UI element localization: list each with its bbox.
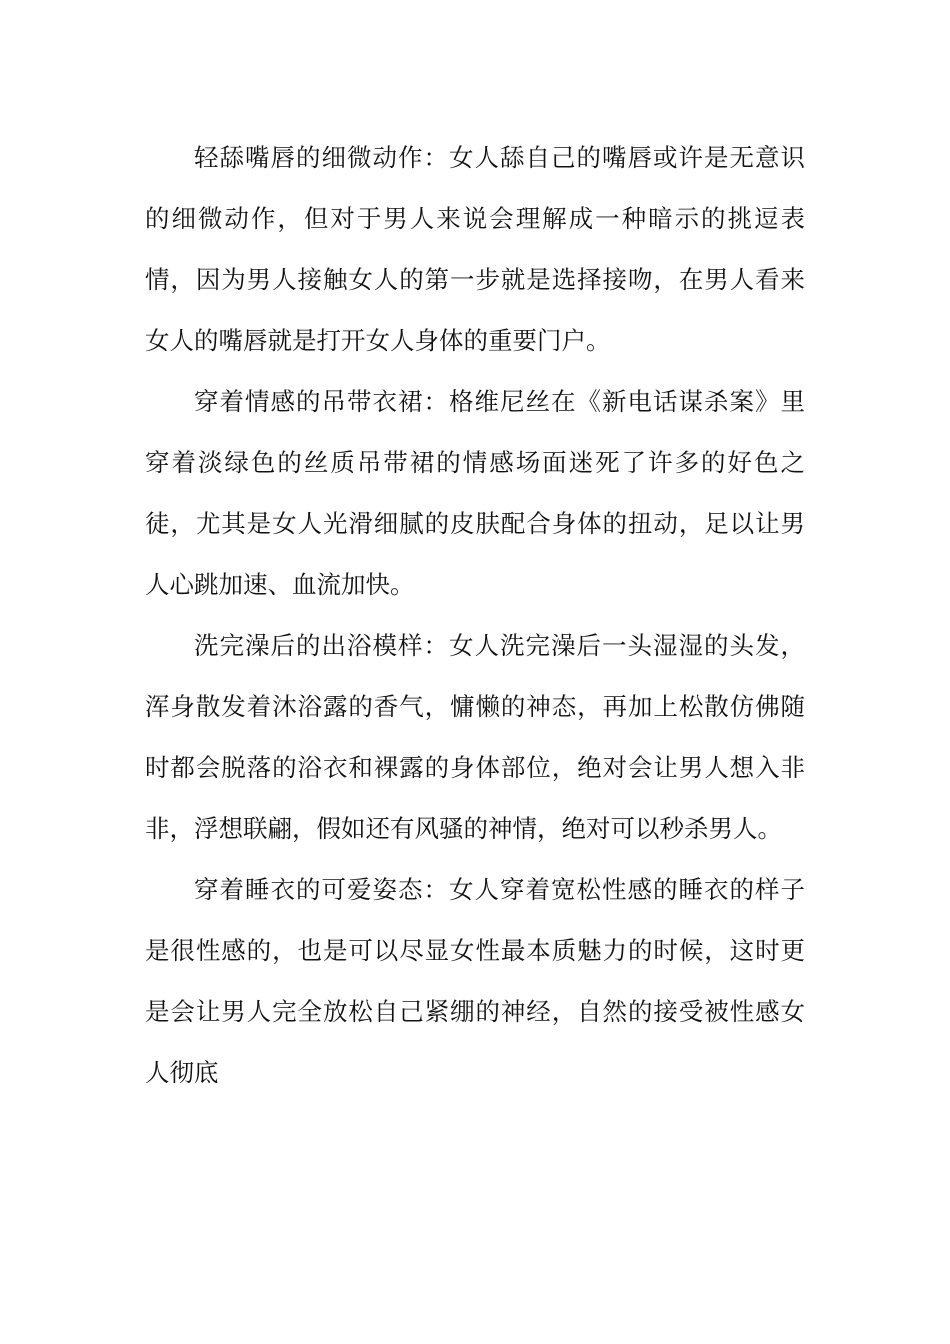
paragraph-nightwear: 穿着睡衣的可爱姿态：女人穿着宽松性感的睡衣的样子是很性感的，也是可以尽显女性最本质魅力的时候，这时更是会让男人完全放松自己紧绷的神经，自然的接受被性感女人彻底 xyxy=(145,875,805,1087)
paragraph-lips: 轻舔嘴唇的细微动作：女人舔自己的嘴唇或许是无意识的细微动作，但对于男人来说会理解成一种暗示的挑逗表情，因为男人接触女人的第一步就是选择接吻，在男人看来女人的嘴唇就是打开女人身体的重要门户。 xyxy=(145,143,805,355)
paragraph-slip-dress: 穿着情感的吊带衣裙：格维尼丝在《新电话谋杀案》里穿着淡绿色的丝质吊带裙的情感场面迷死了许多的好色之徒，尤其是女人光滑细腻的皮肤配合身体的扭动，足以让男人心跳加速、血流加快。 xyxy=(145,387,805,599)
body-text xyxy=(145,127,805,1103)
paragraph-after-bath: 洗完澡后的出浴模样：女人洗完澡后一头湿湿的头发，浑身散发着沐浴露的香气，慵懒的神态，再加上松散仿佛随时都会脱落的浴衣和裸露的身体部位，绝对会让男人想入非非，浮想联翩，假如还有风骚的神情，绝对可以秒杀男人。 xyxy=(145,631,805,843)
